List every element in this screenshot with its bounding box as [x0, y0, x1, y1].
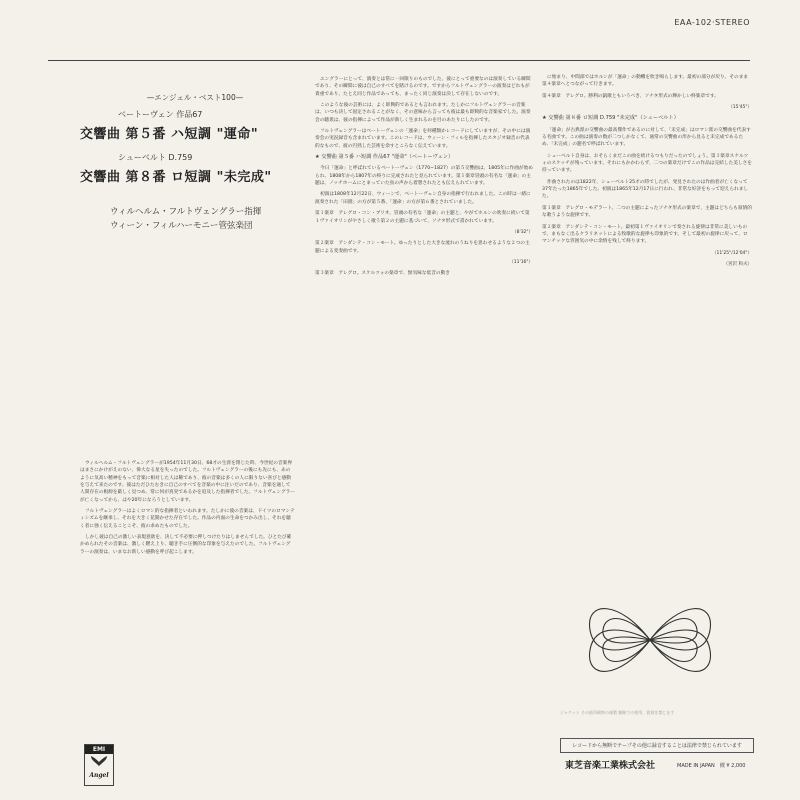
paragraph: フルトヴェングラーはベートーヴェンの「運命」を何種類かレコードにしていますが、その中には演奏会の実況録音も含まれています。このレコードは、ウィーン・フィルを指揮したスタジオ録音の代表的なもので、彼の円熟した芸術を余すところなく伝えています。 — [315, 129, 531, 149]
company-name: 東芝音楽工業株式会社 — [565, 761, 656, 771]
emi-angel-logo — [84, 744, 114, 786]
timing: （11'25"/12'04"） — [711, 250, 752, 256]
angel-icon — [89, 754, 109, 768]
movement-1: 第１楽章 アレグロ・モデラート。二つの主題によったソナタ形式の楽章で、主題はどちらも叙情的な歌うような旋律です。 — [542, 205, 752, 219]
top-rule — [48, 60, 750, 61]
flourish-icon — [575, 590, 725, 690]
movement-2: 第２楽章 アンダンテ・コン・モート。ゆったりとした大きな流れのうねりを思わせるような２つの主題による変奏曲です。 — [315, 241, 530, 254]
section-title-schubert: ★ 交響曲 第８番 ロ短調 D.759 "未完成"（シューベルト） — [542, 115, 679, 122]
paragraph: シューベルト自身は、おそらくまだこの曲を続けるつもりだったのでしょう。第３楽章スケルツォのスケッチが残っています。それにもかかわらず、二つの楽章だけでこの作品は完結した美しさを持っています。 — [542, 153, 752, 174]
copyright-notice: レコードから無断でテープその他に録音することは法律で禁じられています — [560, 738, 754, 753]
timing: （15'45"） — [728, 105, 752, 111]
movement-1: 第１楽章 アレグロ・コン・ブリオ。冒頭の有名な「運命」の主題と、やがてホルンの吹奏に続いて第１ヴァイオリンがやさしく歌う第２の主題に基づいて、ソナタ形式で書かれています。 — [315, 211, 530, 224]
liner-notes-column-2 — [315, 76, 533, 282]
paragraph: 「運命」が古典派の交響曲の最高傑作であるのに対して、「未完成」はロマン派の交響曲を代表する名曲です。この曲は演奏の数が二つしかなくて、通常の交響曲の形から見ると未完成であるため、「未完成」の題名で呼ばれています。 — [542, 127, 751, 148]
paragraph: エングラーにとって、演奏とは常に一回限りのものでした。彼にとって重要なのは演奏している瞬間であり、その瞬間に彼は自己のすべてを賭けるのです。ですからフルトヴェングラーの演奏はどれもが貴重であり、たとえ同じ作品であっても、まったく同じ演奏は決して存在しないのです。 — [315, 77, 531, 97]
paragraph: 作曲されたのは1822年、シューベルト25才の時でしたが、発見されたのは作曲者が亡くなって37年たった1865年でした。初演は1865年12月17日に行われ、非常な好評をもって迎えられました。 — [542, 179, 749, 200]
movement-2: 第２楽章 アンダンテ・コン・モート。最初第１ヴァイオリンで奏される旋律は非常に美しいもので、まもなく出るクラリネットによる牧歌的な旋律も印象的です。そして最初の旋律に戻って、ロマンチックな雰囲気の中に余情を残して終ります。 — [542, 224, 748, 245]
conductor: ウィルヘルム・フルトヴェングラー指揮 — [110, 207, 262, 217]
section-title-beethoven: ★ 交響曲 第５番 ハ短調 作品67 "運命"（ベートーヴェン） — [315, 154, 454, 161]
timing: （8'32"） — [512, 229, 533, 235]
liner-notes-column-1 — [80, 460, 295, 560]
work1-title: 交響曲 第５番 ハ短調 "運命" — [80, 127, 259, 142]
paragraph: フルトヴェングラーはよくロマン的な指揮者といわれます。たしかに彼の音楽は、ドイツのロマンティシズムを継承し、それを大きく花開かせた存在でした。作品の内面の生命をつかみ出し、それを聴く者に強く伝えることこそ、彼の求めたものでした。 — [80, 509, 295, 529]
orchestra: ウィーン・フィルハーモニー管弦楽団 — [110, 221, 253, 231]
album-header — [80, 92, 310, 231]
ornament-flourish — [575, 590, 725, 690]
paragraph: このような彼の芸術には、よく即興的であるとも言われます。たしかにフルトヴェングラーの音楽は、いつも決して固定されることがなく、その意味から言っても彼は最も即興的な音楽家でした。演奏会の聴衆は、彼の指揮によって作品が新しく生まれるのを目のあたりにしたのです。 — [315, 103, 531, 123]
work2-composer: シューベルト D.759 — [118, 153, 193, 162]
paragraph: ウィルヘルム・フルトヴェングラーが1954年11月30日、68才の生涯を閉じた時、今世紀の音楽界はまさにかけがえのない、偉大なる星を失ったのでした。フルトヴェングラーの後にも先にも、あのように気高い精神をもって音楽に相対した人は稀であり、彼の音楽は多くの人に限りない喜びと感動を与えて来たのです。彼はただひたむきに自己のすべてを音楽の中に注いだのであり、音楽を通して人間存在の根源を厳しく見つめ、常に何が真実であるかを追及した指揮者でした。フルトヴェングラーが亡くなってから、はや20年になろうとしています。 — [80, 461, 295, 503]
emi-label: EMI — [85, 745, 113, 754]
made-in-japan: MADE IN JAPAN 價 ¥ 2,000 — [677, 763, 746, 769]
angel-label: Angel — [89, 772, 109, 779]
movement-3: 第３楽章 アレグロ。スケルツォの楽章で、無気味な低音の動き — [315, 271, 450, 277]
paragraph: 今日「運命」と呼ばれているベートーヴェン（1770−1827）の第５交響曲は、1805年に作曲が始められ、1808年から1807年の終りに完成されたと見られています。第１楽章冒頭の有名な「運命」の主題は、ノッチホームにとまっていた鳥の声から着想されたとも伝えられています。 — [315, 166, 533, 187]
series-title: —エンジェル・ベスト100— — [146, 93, 244, 102]
catalog-number: EAA-102·STEREO — [674, 18, 750, 27]
paragraph: しかし彼は自己の激しい表現意欲を、決して不必要に押しつけたりはしませんでした。ひとたび確かめられたその音楽は、激しく燃え上り、聴き手に圧倒的な印象を与えたのでした。フルトヴェングラーの演奏は、いまなお新しい感動を呼び起こします。 — [80, 535, 292, 555]
work2-title: 交響曲 第８番 ロ短調 "未完成" — [80, 170, 272, 185]
timing: （11'16"） — [509, 259, 533, 265]
fine-print: ジャケット その他印刷物の複製 無断での使用、賃貸を禁じます — [560, 710, 675, 715]
paragraph: に始まり、中間部ではホルンが「運命」の動機を吹き鳴らします。最初の部分が戻り、そのまま第４楽章へとつながって行きます。 — [542, 75, 749, 88]
author: （宮沢 和夫） — [723, 261, 752, 267]
movement-4: 第４楽章 アレグロ。勝利の凱歌ともいうべき、ソナタ形式の輝かしい終楽章です。 — [542, 93, 719, 99]
work1-composer: ベートーヴェン 作品67 — [118, 110, 203, 119]
paragraph: 初演は1808年12月22日、ウィーンで、ベートーヴェン自身の指揮で行われました。この時は一緒に演奏された「田園」の方が第５番、「運命」の方が第６番とされていました。 — [315, 192, 531, 205]
liner-notes-column-3 — [542, 74, 752, 272]
